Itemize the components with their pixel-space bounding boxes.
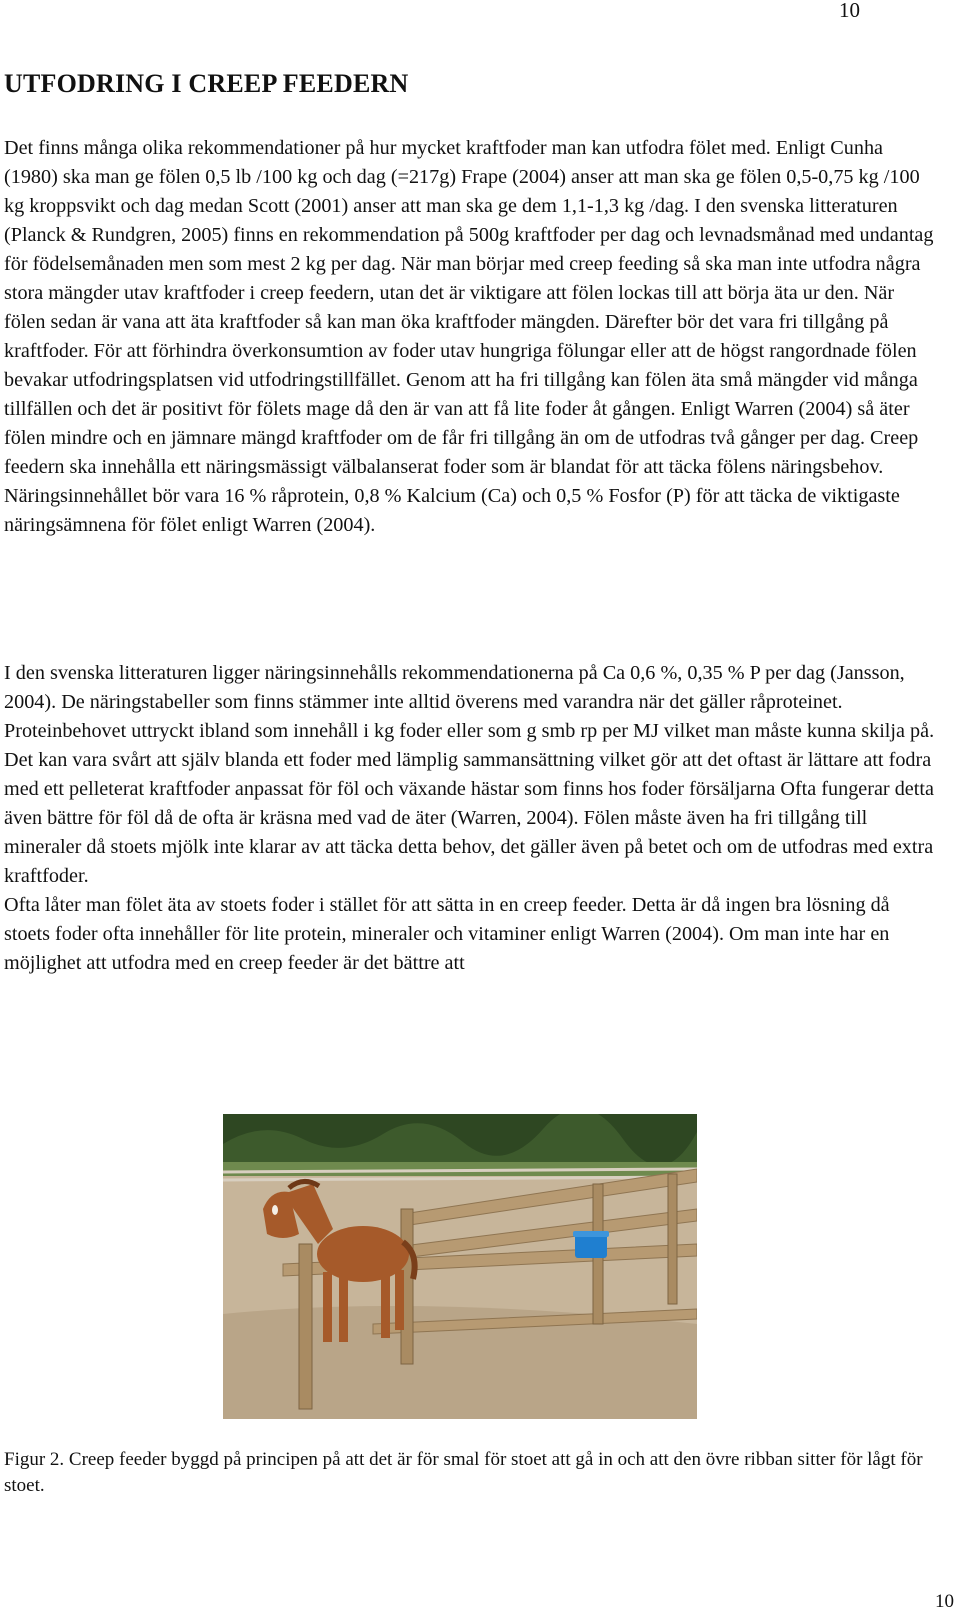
section-heading: UTFODRING I CREEP FEEDERN [4, 69, 409, 98]
figure-caption: Figur 2. Creep feeder byggd på principen på att det är för smal för stoet att gå in och att den övre ribban sitter för lågt för stoet. [4, 1449, 923, 1496]
figure-photo-foal-creep-feeder [223, 1114, 697, 1419]
body-paragraph-2-part-3: Ofta låter man fölet äta av stoets foder i stället för att sätta in en creep feeder. Detta är då ingen bra lösning då stoets foder ofta innehåller för lite protein, mineraler och vitaminer enligt Warren (2004). Om man inte har en möjlighet att utfodra med en creep feeder är det bättre att [4, 894, 890, 974]
body-paragraph-2-part-2: Det kan vara svårt att själv blanda ett foder med lämplig sammansättning vilket gör att det oftast är lättare att fodra med ett pelleterat kraftfoder anpassat för föl och växande hästar som finns hos foder försäljarna Ofta fungerar detta även bättre för föl då de ofta är kräsna med vad de äter (Warren, 2004). Fölen måste även ha fri tillgång till mineraler då stoets mjölk inte klarar av att täcka detta behov, det gäller även på betet och om de utfodras med extra kraftfoder. [4, 749, 934, 887]
foal-photo-illustration [223, 1114, 697, 1419]
page-number-top: 10 [839, 0, 860, 22]
body-paragraph-2-part-1: I den svenska litteraturen ligger näringsinnehålls rekommendationerna på Ca 0,6 %, 0,35 % P per dag (Jansson, 2004). De näringstabeller som finns stämmer inte alltid överens med varandra när det gäller råproteinet. Proteinbehovet uttryckt ibland som innehåll i kg foder eller som g smb rp per MJ vilket man måste kunna skilja på. [4, 662, 935, 742]
page-number-bottom: 10 [935, 1591, 954, 1612]
photo-blue-bucket [573, 1231, 609, 1258]
body-paragraph-1: Det finns många olika rekommendationer på hur mycket kraftfoder man kan utfodra fölet med. Enligt Cunha (1980) ska man ge fölen 0,5 lb /100 kg och dag (=217g) Frape (2004) anser att man ska ge fölen 0,5-0,75 kg /100 kg kroppsvikt och dag medan Scott (2001) anser att man ska ge dem 1,1-1,3 kg /dag. I den svenska litteraturen (Planck & Rundgren, 2005) finns en rekommendation på 500g kraftfoder per dag och levnadsmånad med undantag för födelsemånaden men som mest 2 kg per dag. När man börjar med creep feeding så ska man inte utfodra några stora mängder utav kraftfoder i creep feedern, utan det är viktigare att fölen lockas till att börja äta ur den. När fölen sedan är vana att äta kraftfoder så kan man öka kraftfoder mängden. Därefter bör det vara fri tillgång på kraftfoder. För att förhindra överkonsumtion av foder utav hungriga fölungar eller att de högst rangordnade fölen bevakar utfodringsplatsen vid utfodringstillfället. Genom att ha fri tillgång kan fölen äta små mängder vid många tillfällen och det är positivt för fölets mage då den är van att få lite foder åt gången. Enligt Warren (2004) så äter fölen mindre och en jämnare mängd kraftfoder om de får fri tillgång än om de utfodras två gånger per dag. Creep feedern ska innehålla ett näringsmässigt välbalanserat foder som är blandat för att täcka fölens näringsbehov. Näringsinnehållet bör vara 16 % råprotein, 0,8 % Kalcium (Ca) och 0,5 % Fosfor (P) för att täcka de viktigaste näringsämnena för fölet enligt Warren (2004). [4, 137, 934, 536]
body-paragraph-2 [4, 659, 940, 978]
